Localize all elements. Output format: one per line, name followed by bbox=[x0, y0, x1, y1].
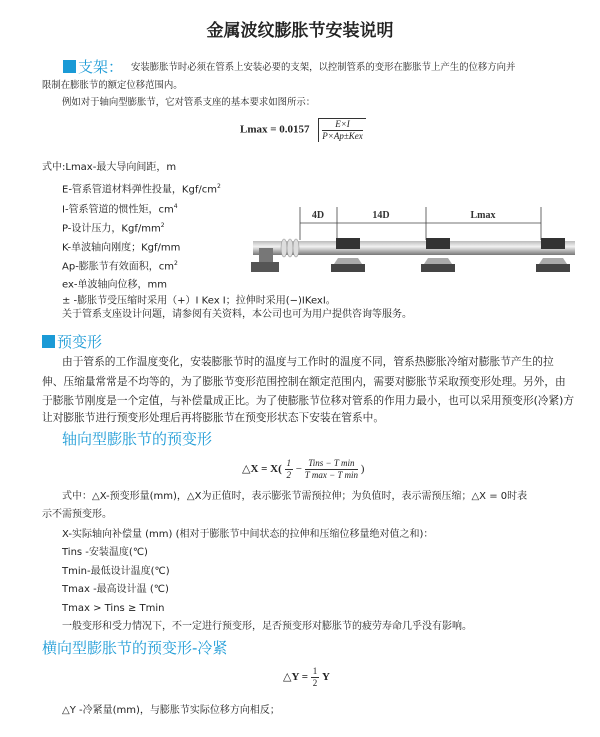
section-heading-support bbox=[63, 58, 123, 76]
lateral-line: △Y -冷紧量(mm)，与膨胀节实际位移方向相反； bbox=[62, 705, 280, 716]
axial-definition-line: Tins -安装温度(℃) bbox=[62, 547, 148, 558]
half-numerator: 1 bbox=[286, 458, 292, 468]
formula-lhs: △X = X( bbox=[242, 463, 282, 476]
formula-numerator: 1 bbox=[312, 666, 318, 676]
anchor-base bbox=[251, 262, 279, 272]
variable-text: E-管系管道材料弹性投量，Kgf/cm bbox=[62, 184, 217, 196]
support-example: 例如对于轴向型膨胀节，它对管系支座的基本要求如图所示： bbox=[62, 97, 316, 108]
unit-exponent: 2 bbox=[160, 222, 165, 229]
support-intro-1: 安装膨胀节时必须在管系上安装必要的支架，以控制管系的变形在膨胀节上产生的位移方向并 bbox=[131, 62, 516, 73]
variable-text: K-单波轴向刚度；Kgf/mm bbox=[62, 242, 181, 254]
predeform-para-3: 于膨胀节刚度是一个定值，与补偿量成正比。为了使膨胀节位移对管系的作用力最小，也可以采用预变形(冷紧)方 bbox=[42, 394, 575, 407]
dim-label-14d: 14D bbox=[372, 210, 390, 221]
support-intro-2: 限制在膨胀节的额定位移范围内。 bbox=[42, 80, 183, 91]
formula-denominator: T max − T min bbox=[304, 470, 359, 480]
axial-definition-line: 示不需预变形。 bbox=[42, 509, 112, 520]
formula-denominator: P×Ap±Kex bbox=[322, 131, 363, 141]
variable-text: ex-单波轴向位移，mm bbox=[62, 279, 167, 291]
close-paren: ) bbox=[360, 463, 365, 476]
formula-lhs: △Y = bbox=[283, 671, 309, 684]
support-note: 关于管系支座设计问题，请参阅有关资料，本公司也可为用户提供咨询等服务。 bbox=[62, 309, 412, 320]
unit-exponent: 2 bbox=[216, 183, 221, 190]
axial-heading: 轴向型膨胀节的预变形 bbox=[62, 430, 213, 448]
formula-numerator: Tins − T min bbox=[305, 458, 358, 470]
variable-definition bbox=[62, 292, 336, 307]
square-bullet-icon bbox=[42, 335, 55, 348]
formula-numerator: E×I bbox=[322, 119, 363, 131]
predeform-para-1: 由于管系的工作温度变化，安装膨胀节时的温度与工作时的温度不同，管系热膨胀冷缩对膨胀节产生的拉 bbox=[62, 355, 554, 368]
section-heading-predeform bbox=[42, 333, 102, 351]
axial-definition-line: Tmin-最低设计温度(℃) bbox=[62, 566, 170, 577]
predeform-para-4: 让对膨胀节进行预变形处理后再将膨胀节在预变形状态下安装在管系中。 bbox=[42, 411, 385, 424]
delta-x-formula bbox=[242, 458, 364, 481]
heading-text: 预变形 bbox=[57, 333, 103, 351]
variable-definition bbox=[62, 276, 167, 291]
variable-text: I-管系管道的惯性矩，cm bbox=[62, 204, 174, 216]
variable-definition bbox=[62, 181, 221, 196]
variable-definition bbox=[62, 258, 178, 273]
axial-definition-line: Tmax -最高设计温 (℃) bbox=[62, 584, 169, 595]
square-bullet-icon bbox=[63, 60, 76, 73]
variable-text: ± -膨胀节受压缩时采用（+）I Kex I；拉伸时采用(−)IKexI。 bbox=[62, 295, 336, 307]
formula-lhs: Lmax = 0.0157 bbox=[240, 123, 310, 136]
formula-rhs: Y bbox=[322, 671, 330, 684]
axial-definition-line: X-实际轴向补偿量 (mm) (相对于膨胀节中间状态的拉伸和压缩位移量绝对值之和)： bbox=[62, 529, 434, 540]
unit-exponent: 4 bbox=[173, 203, 178, 210]
bellows bbox=[281, 239, 299, 257]
variable-definition bbox=[62, 239, 180, 254]
delta-y-formula bbox=[283, 666, 330, 689]
axial-definition-line: 一般变形和受力情况下，不一定进行预变形，足否预变形对膨胀节的疲劳寿命几乎没有影响。 bbox=[62, 621, 472, 632]
variable-definition bbox=[62, 220, 165, 235]
lateral-heading: 横向型膨胀节的预变形-冷紧 bbox=[42, 639, 228, 657]
dim-label-4d: 4D bbox=[311, 210, 325, 221]
variable-text: Ap-膨胀节有效面积，cm bbox=[62, 261, 175, 273]
variable-definition bbox=[62, 201, 178, 216]
unit-exponent: 2 bbox=[174, 260, 178, 267]
axial-definition-line: 式中：△X-预变形量(mm)，△X为正值时，表示膨张节需预拉伸；为负值时，表示需预压缩；△X = 0时表 bbox=[62, 491, 528, 502]
lmax-formula bbox=[240, 118, 366, 142]
half-denominator: 2 bbox=[286, 470, 292, 480]
support-diagram bbox=[245, 200, 575, 280]
formula-denominator: 2 bbox=[312, 678, 318, 688]
where-lmax: 式中:Lmax-最大导向间距，m bbox=[42, 162, 177, 173]
page-title: 金属波纹膨胀节安装说明 bbox=[206, 21, 394, 41]
axial-definition-line: Tmax > Tins ≥ Tmin bbox=[62, 603, 165, 614]
anchor-block bbox=[259, 248, 273, 262]
pipe bbox=[253, 241, 575, 255]
minus-sign: − bbox=[295, 463, 302, 476]
dim-label-lmax: Lmax bbox=[470, 210, 496, 221]
heading-text: 支架： bbox=[78, 58, 124, 76]
predeform-para-2: 伸、压缩量常常是不均等的，为了膨胀节变形范围控制在额定范围内，需要对膨胀节采取预变形处理。另外，由 bbox=[42, 375, 566, 388]
variable-text: P-设计压力，Kgf/mm bbox=[62, 223, 161, 235]
